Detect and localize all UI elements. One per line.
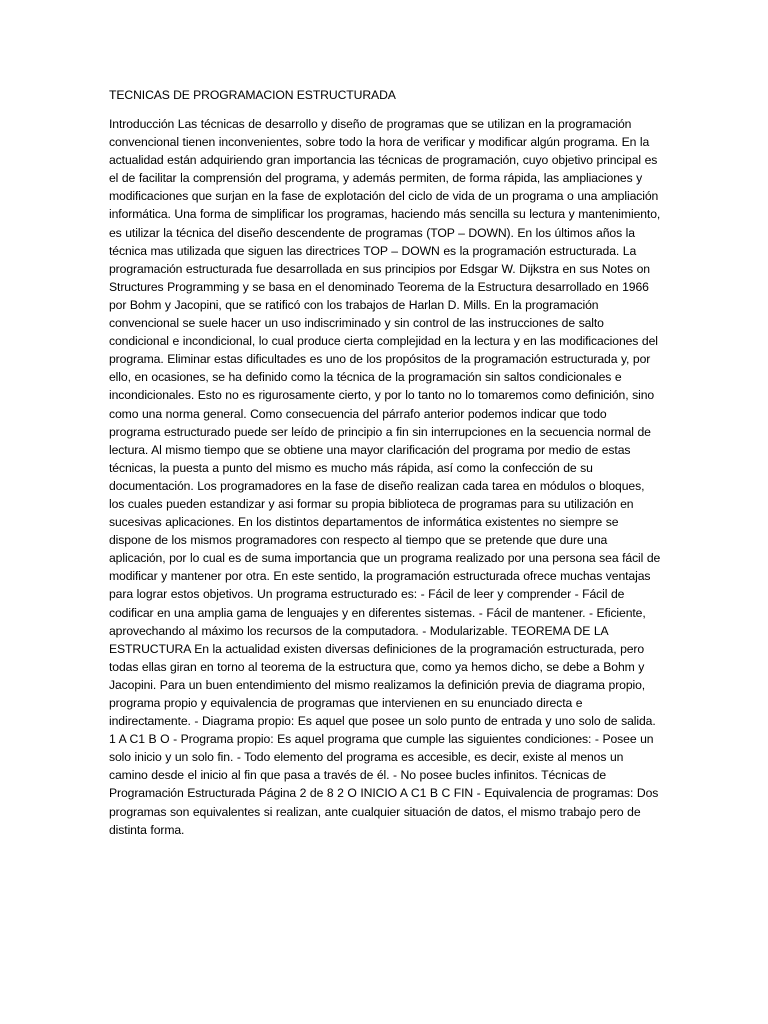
document-body: Introducción Las técnicas de desarrollo y diseño de programas que se utilizan en la programación convencional tienen inconvenientes, sobre todo la hora de verificar y modificar algún programa. En la actualidad están adquiriendo gran importancia las técnicas de programación, cuyo objetivo principal es el de facilitar la comprensión del programa, y además permiten, de forma rápida, las ampliaciones y modificaciones que surjan en la fase de explotación del ciclo de vida de un programa o una ampliación informática. Una forma de simplificar los programas, haciendo más sencilla su lectura y mantenimiento, es utilizar la técnica del diseño descendente de programas (TOP – DOWN). En los últimos años la técnica mas utilizada que siguen las directrices TOP – DOWN es la programación estructurada. La programación estructurada fue desarrollada en sus principios por Edsgar W. Dijkstra en sus Notes on Structures Programming y se basa en el denominado Teorema de la Estructura desarrollado en 1966 por Bohm y Jacopini, que se ratificó con los trabajos de Harlan D. Mills. En la programación convencional se suele hacer un uso indiscriminado y sin control de las instrucciones de salto condicional e incondicional, lo cual produce cierta complejidad en la lectura y en las modificaciones del programa. Eliminar estas dificultades es uno de los propósitos de la programación estructurada y, por ello, en ocasiones, se ha definido como la técnica de la programación sin saltos condicionales e incondicionales. Esto no es rigurosamente cierto, y por lo tanto no lo tomaremos como definición, sino como una norma general. Como consecuencia del párrafo anterior podemos indicar que todo programa estructurado puede ser leído de principio a fin sin interrupciones en la secuencia normal de lectura. Al mismo tiempo que se obtiene una mayor clarificación del programa por medio de estas técnicas, la puesta a punto del mismo es mucho más rápida, así como la confección de su documentación. Los programadores en la fase de diseño realizan cada tarea en módulos o bloques, los cuales pueden estandizar y asi formar su propia biblioteca de programas para su utilización en sucesivas aplicaciones. En los distintos departamentos de informática existentes no siempre se dispone de los mismos programadores con respecto al tiempo que se pretende que dure una aplicación, por lo cual es de suma importancia que un programa realizado por una persona sea fácil de modificar y mantener por otra. En este sentido, la programación estructurada ofrece muchas ventajas para lograr estos objetivos. Un programa estructurado es: - Fácil de leer y comprender - Fácil de codificar en una amplia gama de lenguajes y en diferentes sistemas. - Fácil de mantener. - Eficiente, aprovechando al máximo los recursos de la computadora. - Modularizable. TEOREMA DE LA ESTRUCTURA En la actualidad existen diversas definiciones de la programación estructurada, pero todas ellas giran en torno al teorema de la estructura que, como ya hemos dicho, se debe a Bohm y Jacopini. Para un buen entendimiento del mismo realizamos la definición previa de diagrama propio, programa propio y equivalencia de programas que intervienen en su enunciado directa e indirectamente. - Diagrama propio: Es aquel que posee un solo punto de entrada y uno solo de salida. 1 A C1 B O - Programa propio: Es aquel programa que cumple las siguientes condiciones: - Posee un solo inicio y un solo fin. - Todo elemento del programa es accesible, es decir, existe al menos un camino desde el inicio al fin que pasa a través de él. - No posee bucles infinitos. Técnicas de Programación Estructurada Página 2 de 8 2 O INICIO A C1 B C FIN - Equivalencia de programas: Dos programas son equivalentes si realizan, ante cualquier situación de datos, el mismo trabajo pero de distinta forma. [109,117,661,837]
document-title: TECNICAS DE PROGRAMACION ESTRUCTURADA [109,88,396,102]
document-content [109,86,661,839]
